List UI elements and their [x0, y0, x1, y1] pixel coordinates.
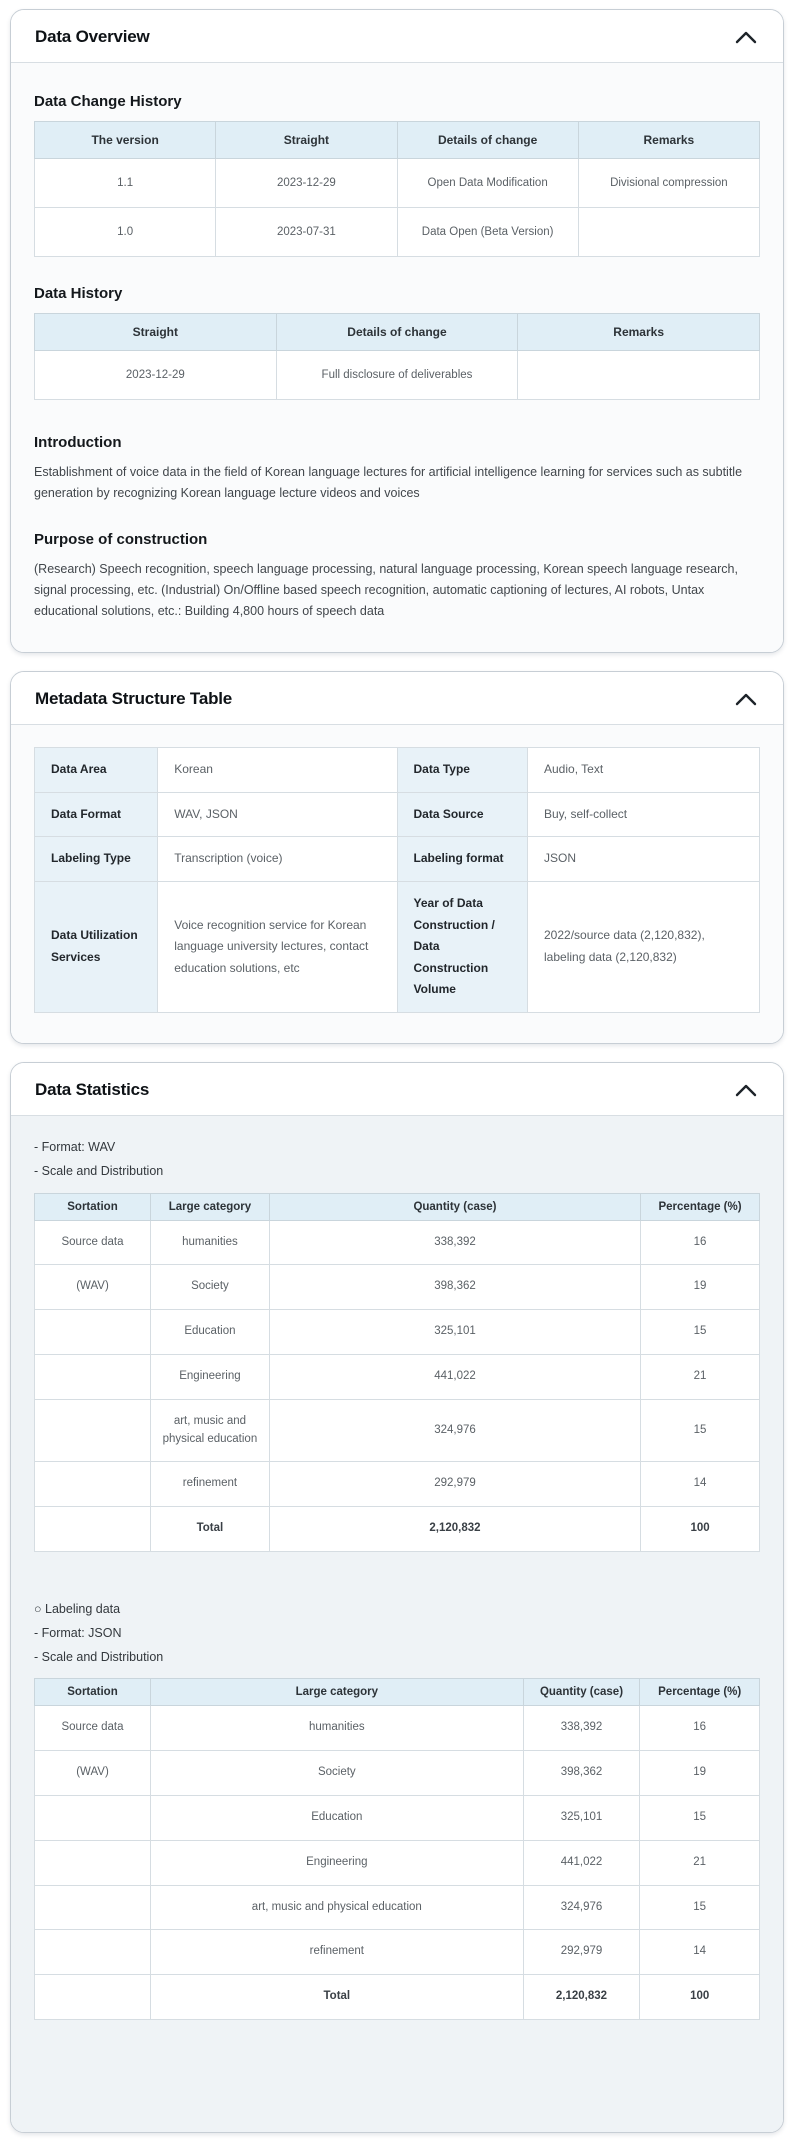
table-row: [35, 748, 760, 793]
table-cell: 1.0: [35, 208, 216, 257]
metadata-label: Data Area: [35, 748, 158, 793]
table-cell: refinement: [150, 1462, 269, 1507]
table-cell: Society: [151, 1751, 524, 1796]
table-row: [35, 1220, 760, 1265]
table-cell: Engineering: [151, 1840, 524, 1885]
table-cell: (WAV): [35, 1751, 151, 1796]
introduction-text: Establishment of voice data in the field of Korean language lectures for artificial intelligence learning for services such as subtitle generation by recognizing Korean language lecture videos and voices: [34, 465, 743, 501]
table-cell: 21: [640, 1840, 760, 1885]
note-line: - Format: WAV: [34, 1140, 116, 1154]
table-cell: 14: [641, 1462, 760, 1507]
data-statistics-body: [11, 1116, 783, 2132]
table-cell: humanities: [150, 1220, 269, 1265]
table-cell: 14: [640, 1930, 760, 1975]
chevron-up-icon[interactable]: [735, 1084, 757, 1097]
table-row: [35, 1265, 760, 1310]
table-cell: Education: [151, 1795, 524, 1840]
table-cell: [35, 1399, 151, 1462]
column-header: Quantity (case): [269, 1193, 640, 1220]
table-cell: Data Open (Beta Version): [397, 208, 578, 257]
note-line: - Scale and Distribution: [34, 1163, 164, 1178]
table-row: [35, 1840, 760, 1885]
column-header: Details of change: [276, 314, 518, 351]
source-data-notes: [34, 1136, 760, 1184]
card-title: Data Statistics: [35, 1080, 150, 1099]
table-cell: 324,976: [269, 1399, 640, 1462]
table-header-row: [35, 122, 760, 159]
table-cell: 15: [641, 1310, 760, 1355]
section-heading-introduction: Introduction: [34, 434, 122, 451]
table-row: [35, 1795, 760, 1840]
card-title: Data Overview: [35, 27, 150, 46]
table-cell: [35, 1507, 151, 1552]
column-header: Sortation: [35, 1679, 151, 1706]
table-cell: [35, 1354, 151, 1399]
table-cell: 325,101: [523, 1795, 640, 1840]
table-cell: Full disclosure of deliverables: [276, 351, 518, 400]
table-cell: art, music and physical education: [150, 1399, 269, 1462]
table-row: [35, 1885, 760, 1930]
column-header: Percentage (%): [640, 1679, 760, 1706]
column-header: Straight: [216, 122, 397, 159]
table-cell: [35, 1930, 151, 1975]
metadata-value: 2022/source data (2,120,832), labeling data (2,120,832): [528, 882, 760, 1013]
table-cell: Divisional compression: [578, 159, 759, 208]
table-cell: 15: [640, 1795, 760, 1840]
table-cell: [35, 1975, 151, 2020]
table-header-row: [35, 1679, 760, 1706]
table-row: [35, 792, 760, 837]
table-cell: refinement: [151, 1930, 524, 1975]
purpose-text: (Research) Speech recognition, speech language processing, natural language processing, Korean speech language research, signal processing, etc. (Industrial) On/Offline based speech recognition, automatic captioning of lectures, AI robots, Untax educational solutions, etc.: Building 4,800 hours of speech data: [34, 561, 738, 618]
labeling-data-notes: [34, 1598, 760, 1669]
metadata-header[interactable]: [11, 672, 783, 725]
table-row: [35, 1975, 760, 2020]
table-cell: 324,976: [523, 1885, 640, 1930]
card-title: Metadata Structure Table: [35, 689, 233, 709]
table-cell: 2023-12-29: [35, 351, 277, 400]
card-data-overview: [10, 9, 784, 653]
table-row: [35, 882, 760, 1013]
table-cell: 1.1: [35, 159, 216, 208]
table-cell: 441,022: [269, 1354, 640, 1399]
table-cell: art, music and physical education: [151, 1885, 524, 1930]
table-cell: 19: [641, 1265, 760, 1310]
card-metadata-structure: [10, 671, 784, 1044]
table-cell: [35, 1885, 151, 1930]
metadata-value: Buy, self-collect: [528, 792, 760, 837]
metadata-value: Korean: [158, 748, 397, 793]
table-cell: 100: [640, 1975, 760, 2020]
table-cell: 441,022: [523, 1840, 640, 1885]
metadata-label: Year of Data Construction / Data Construction Volume: [397, 882, 528, 1013]
metadata-table: [34, 747, 760, 1013]
table-cell: 292,979: [269, 1462, 640, 1507]
metadata-label: Labeling Type: [35, 837, 158, 882]
table-cell: [35, 1310, 151, 1355]
table-cell: 398,362: [269, 1265, 640, 1310]
note-line: ○ Labeling data: [34, 1602, 121, 1616]
table-cell: Open Data Modification: [397, 159, 578, 208]
table-cell: 19: [640, 1751, 760, 1796]
metadata-body: [11, 725, 783, 1043]
table-row: [35, 1354, 760, 1399]
table-row: [35, 1462, 760, 1507]
table-cell: 21: [641, 1354, 760, 1399]
table-cell: Source data: [35, 1706, 151, 1751]
table-cell: [35, 1840, 151, 1885]
chevron-up-icon[interactable]: [735, 693, 757, 706]
table-row: [35, 1751, 760, 1796]
table-cell: humanities: [151, 1706, 524, 1751]
column-header: Remarks: [518, 314, 760, 351]
section-heading-data-history: Data History: [34, 285, 123, 302]
table-cell: 2023-12-29: [216, 159, 397, 208]
chevron-up-icon[interactable]: [735, 31, 757, 44]
table-cell: 325,101: [269, 1310, 640, 1355]
column-header: Details of change: [397, 122, 578, 159]
metadata-label: Data Format: [35, 792, 158, 837]
table-cell: Society: [150, 1265, 269, 1310]
table-cell: 338,392: [523, 1706, 640, 1751]
column-header: Large category: [151, 1679, 524, 1706]
metadata-value: Audio, Text: [528, 748, 760, 793]
note-line: - Scale and Distribution: [34, 1649, 164, 1664]
data-overview-header[interactable]: [11, 10, 783, 63]
metadata-label: Data Type: [397, 748, 528, 793]
metadata-value: JSON: [528, 837, 760, 882]
table-cell: (WAV): [35, 1265, 151, 1310]
table-row: [35, 159, 760, 208]
table-row: [35, 1706, 760, 1751]
table-row: [35, 208, 760, 257]
table-cell: 292,979: [523, 1930, 640, 1975]
note-line: - Format: JSON: [34, 1625, 122, 1640]
metadata-label: Labeling format: [397, 837, 528, 882]
table-cell: 338,392: [269, 1220, 640, 1265]
table-header-row: [35, 1193, 760, 1220]
table-cell: 16: [641, 1220, 760, 1265]
column-header: Remarks: [578, 122, 759, 159]
section-heading-data-change-history: Data Change History: [34, 93, 182, 110]
page: [10, 9, 784, 2133]
metadata-label: Data Utilization Services: [35, 882, 158, 1013]
table-cell: 2,120,832: [523, 1975, 640, 2020]
table-cell: 100: [641, 1507, 760, 1552]
table-row: [35, 1310, 760, 1355]
column-header: Straight: [35, 314, 277, 351]
table-cell: 2023-07-31: [216, 208, 397, 257]
source-data-table: [34, 1193, 760, 1553]
metadata-value: WAV, JSON: [158, 792, 397, 837]
metadata-label: Data Source: [397, 792, 528, 837]
table-cell: Education: [150, 1310, 269, 1355]
section-heading-purpose: Purpose of construction: [34, 530, 208, 548]
table-header-row: [35, 314, 760, 351]
metadata-value: Transcription (voice): [158, 837, 397, 882]
table-cell: 15: [640, 1885, 760, 1930]
column-header: Quantity (case): [523, 1679, 640, 1706]
table-row: [35, 1507, 760, 1552]
data-statistics-header[interactable]: [11, 1063, 783, 1116]
labeling-data-table: [34, 1678, 760, 2020]
data-change-history-table: [34, 121, 760, 257]
data-history-table: [34, 313, 760, 400]
table-cell: [578, 208, 759, 257]
card-data-statistics: [10, 1062, 784, 2133]
table-cell: Total: [150, 1507, 269, 1552]
table-cell: [518, 351, 760, 400]
table-cell: Source data: [35, 1220, 151, 1265]
table-row: [35, 351, 760, 400]
table-cell: 15: [641, 1399, 760, 1462]
table-cell: Engineering: [150, 1354, 269, 1399]
table-row: [35, 1930, 760, 1975]
data-overview-body: [11, 63, 783, 652]
table-cell: [35, 1795, 151, 1840]
column-header: Sortation: [35, 1193, 151, 1220]
column-header: Large category: [150, 1193, 269, 1220]
table-cell: 2,120,832: [269, 1507, 640, 1552]
table-row: [35, 837, 760, 882]
column-header: The version: [35, 122, 216, 159]
column-header: Percentage (%): [641, 1193, 760, 1220]
metadata-value: Voice recognition service for Korean language university lectures, contact education solutions, etc: [158, 882, 397, 1013]
table-cell: 16: [640, 1706, 760, 1751]
table-cell: [35, 1462, 151, 1507]
table-cell: 398,362: [523, 1751, 640, 1796]
table-cell: Total: [151, 1975, 524, 2020]
table-row: [35, 1399, 760, 1462]
